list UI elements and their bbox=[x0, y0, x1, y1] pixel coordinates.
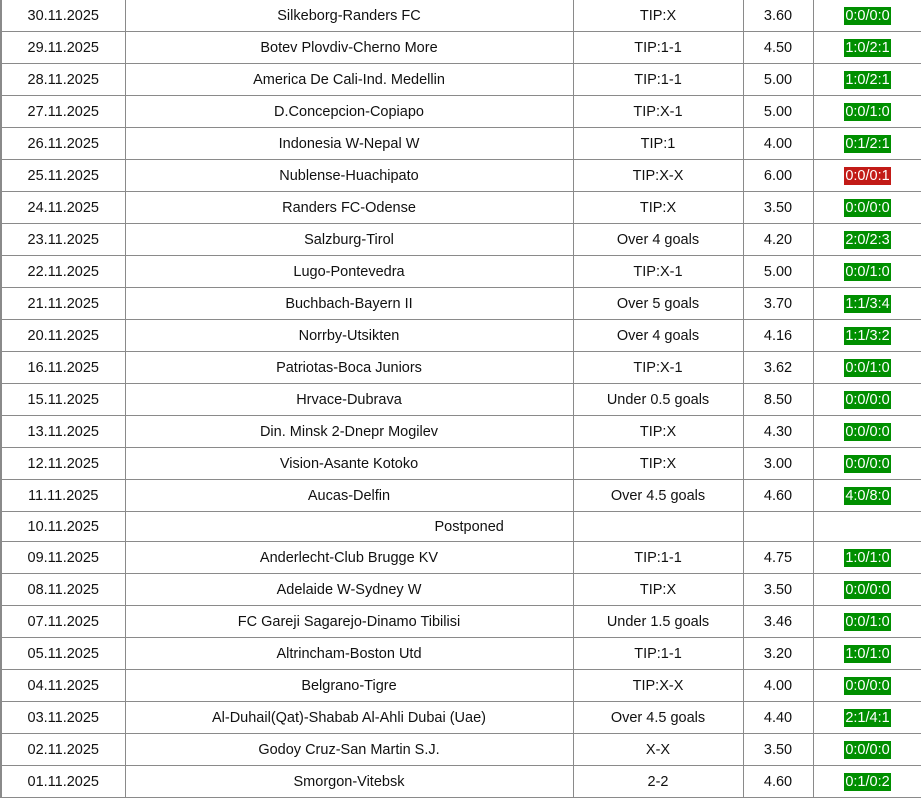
tip-cell: TIP:1-1 bbox=[573, 64, 743, 96]
date-cell: 01.11.2025 bbox=[1, 766, 125, 798]
result-cell bbox=[813, 574, 921, 606]
result-cell bbox=[813, 480, 921, 512]
table-row bbox=[1, 766, 921, 798]
table-row bbox=[1, 416, 921, 448]
table-row bbox=[1, 128, 921, 160]
result-badge-win: 1:1/3:4 bbox=[845, 295, 890, 312]
date-cell: 24.11.2025 bbox=[1, 192, 125, 224]
date-cell: 26.11.2025 bbox=[1, 128, 125, 160]
tip-cell: Over 4 goals bbox=[573, 224, 743, 256]
tip-cell: TIP:X-1 bbox=[573, 256, 743, 288]
result-cell bbox=[813, 638, 921, 670]
table-row bbox=[1, 574, 921, 606]
tip-cell: Under 0.5 goals bbox=[573, 384, 743, 416]
date-cell: 25.11.2025 bbox=[1, 160, 125, 192]
table-row bbox=[1, 480, 921, 512]
result-cell bbox=[813, 224, 921, 256]
result-badge-win: 0:1/0:2 bbox=[845, 773, 890, 790]
match-cell: Aucas-Delfin bbox=[125, 480, 573, 512]
tip-cell: Over 4 goals bbox=[573, 320, 743, 352]
table-row bbox=[1, 32, 921, 64]
result-cell bbox=[813, 288, 921, 320]
date-cell: 13.11.2025 bbox=[1, 416, 125, 448]
result-cell bbox=[813, 96, 921, 128]
match-cell: Belgrano-Tigre bbox=[125, 670, 573, 702]
match-cell: Hrvace-Dubrava bbox=[125, 384, 573, 416]
result-cell bbox=[813, 192, 921, 224]
odds-cell: 8.50 bbox=[743, 384, 813, 416]
tip-cell: Over 5 goals bbox=[573, 288, 743, 320]
match-cell: Norrby-Utsikten bbox=[125, 320, 573, 352]
result-cell bbox=[813, 0, 921, 32]
date-cell: 02.11.2025 bbox=[1, 734, 125, 766]
match-cell: Altrincham-Boston Utd bbox=[125, 638, 573, 670]
date-cell: 15.11.2025 bbox=[1, 384, 125, 416]
odds-cell: 3.46 bbox=[743, 606, 813, 638]
tip-cell: TIP:X-1 bbox=[573, 96, 743, 128]
table-row bbox=[1, 670, 921, 702]
result-cell bbox=[813, 384, 921, 416]
match-cell: Al-Duhail(Qat)-Shabab Al-Ahli Dubai (Uae) bbox=[125, 702, 573, 734]
result-badge-win: 0:0/0:0 bbox=[845, 455, 890, 472]
table-row bbox=[1, 384, 921, 416]
odds-cell: 4.60 bbox=[743, 480, 813, 512]
results-table-body bbox=[1, 0, 921, 798]
odds-cell: 3.50 bbox=[743, 734, 813, 766]
result-cell bbox=[813, 352, 921, 384]
result-cell bbox=[813, 416, 921, 448]
date-cell: 21.11.2025 bbox=[1, 288, 125, 320]
result-badge-loss: 0:0/0:1 bbox=[845, 167, 890, 184]
odds-cell: 4.16 bbox=[743, 320, 813, 352]
result-badge-win: 0:0/0:0 bbox=[845, 581, 890, 598]
tip-cell: TIP:X bbox=[573, 192, 743, 224]
match-cell: FC Gareji Sagarejo-Dinamo Tibilisi bbox=[125, 606, 573, 638]
table-row bbox=[1, 702, 921, 734]
date-cell: 29.11.2025 bbox=[1, 32, 125, 64]
date-cell: 04.11.2025 bbox=[1, 670, 125, 702]
result-cell bbox=[813, 766, 921, 798]
date-cell: 22.11.2025 bbox=[1, 256, 125, 288]
match-cell: Lugo-Pontevedra bbox=[125, 256, 573, 288]
odds-cell: 4.40 bbox=[743, 702, 813, 734]
result-cell bbox=[813, 64, 921, 96]
result-badge-win: 2:0/2:3 bbox=[845, 231, 890, 248]
match-cell: Silkeborg-Randers FC bbox=[125, 0, 573, 32]
result-cell bbox=[813, 448, 921, 480]
tip-cell: 2-2 bbox=[573, 766, 743, 798]
table-row bbox=[1, 448, 921, 480]
tip-cell: Over 4.5 goals bbox=[573, 480, 743, 512]
tip-cell: TIP:1-1 bbox=[573, 32, 743, 64]
tip-cell: Over 4.5 goals bbox=[573, 702, 743, 734]
date-cell: 08.11.2025 bbox=[1, 574, 125, 606]
result-cell bbox=[813, 542, 921, 574]
tip-cell: TIP:X-1 bbox=[573, 352, 743, 384]
match-cell: Din. Minsk 2-Dnepr Mogilev bbox=[125, 416, 573, 448]
odds-cell: 3.00 bbox=[743, 448, 813, 480]
table-row bbox=[1, 606, 921, 638]
result-badge-win: 1:0/1:0 bbox=[845, 645, 890, 662]
table-row bbox=[1, 320, 921, 352]
match-cell: Adelaide W-Sydney W bbox=[125, 574, 573, 606]
table-row bbox=[1, 64, 921, 96]
result-badge-win: 2:1/4:1 bbox=[845, 709, 890, 726]
odds-cell bbox=[743, 512, 813, 542]
result-cell bbox=[813, 160, 921, 192]
match-cell: Godoy Cruz-San Martin S.J. bbox=[125, 734, 573, 766]
match-cell: Smorgon-Vitebsk bbox=[125, 766, 573, 798]
match-cell: Nublense-Huachipato bbox=[125, 160, 573, 192]
match-cell: D.Concepcion-Copiapo bbox=[125, 96, 573, 128]
odds-cell: 4.00 bbox=[743, 128, 813, 160]
table-row bbox=[1, 256, 921, 288]
tip-cell bbox=[573, 512, 743, 542]
table-row bbox=[1, 192, 921, 224]
match-cell: Vision-Asante Kotoko bbox=[125, 448, 573, 480]
result-cell bbox=[813, 320, 921, 352]
result-cell bbox=[813, 128, 921, 160]
match-cell: Indonesia W-Nepal W bbox=[125, 128, 573, 160]
match-cell: Postponed bbox=[125, 512, 573, 542]
date-cell: 20.11.2025 bbox=[1, 320, 125, 352]
odds-cell: 3.20 bbox=[743, 638, 813, 670]
result-badge-win: 4:0/8:0 bbox=[845, 487, 890, 504]
table-row bbox=[1, 288, 921, 320]
result-badge-win: 0:0/0:0 bbox=[845, 677, 890, 694]
odds-cell: 4.20 bbox=[743, 224, 813, 256]
tip-cell: TIP:1-1 bbox=[573, 638, 743, 670]
tip-cell: TIP:1-1 bbox=[573, 542, 743, 574]
date-cell: 27.11.2025 bbox=[1, 96, 125, 128]
date-cell: 28.11.2025 bbox=[1, 64, 125, 96]
result-cell bbox=[813, 670, 921, 702]
odds-cell: 5.00 bbox=[743, 64, 813, 96]
odds-cell: 4.75 bbox=[743, 542, 813, 574]
result-badge-win: 0:0/0:0 bbox=[845, 391, 890, 408]
date-cell: 16.11.2025 bbox=[1, 352, 125, 384]
odds-cell: 4.50 bbox=[743, 32, 813, 64]
odds-cell: 3.50 bbox=[743, 574, 813, 606]
match-cell: Patriotas-Boca Juniors bbox=[125, 352, 573, 384]
result-badge-win: 0:0/0:0 bbox=[845, 741, 890, 758]
result-badge-win: 1:0/1:0 bbox=[845, 549, 890, 566]
date-cell: 12.11.2025 bbox=[1, 448, 125, 480]
tip-cell: Under 1.5 goals bbox=[573, 606, 743, 638]
result-cell bbox=[813, 734, 921, 766]
table-row bbox=[1, 0, 921, 32]
result-badge-win: 1:0/2:1 bbox=[845, 39, 890, 56]
result-badge-win: 0:0/0:0 bbox=[845, 7, 890, 24]
date-cell: 07.11.2025 bbox=[1, 606, 125, 638]
result-badge-win: 0:0/1:0 bbox=[845, 103, 890, 120]
table-row bbox=[1, 96, 921, 128]
tip-cell: X-X bbox=[573, 734, 743, 766]
match-cell: America De Cali-Ind. Medellin bbox=[125, 64, 573, 96]
match-cell: Botev Plovdiv-Cherno More bbox=[125, 32, 573, 64]
odds-cell: 6.00 bbox=[743, 160, 813, 192]
odds-cell: 5.00 bbox=[743, 96, 813, 128]
table-row bbox=[1, 352, 921, 384]
result-badge-win: 0:1/2:1 bbox=[845, 135, 890, 152]
table-row bbox=[1, 734, 921, 766]
odds-cell: 3.50 bbox=[743, 192, 813, 224]
result-cell bbox=[813, 256, 921, 288]
match-cell: Anderlecht-Club Brugge KV bbox=[125, 542, 573, 574]
result-badge-win: 0:0/0:0 bbox=[845, 423, 890, 440]
date-cell: 10.11.2025 bbox=[1, 512, 125, 542]
date-cell: 05.11.2025 bbox=[1, 638, 125, 670]
match-cell: Salzburg-Tirol bbox=[125, 224, 573, 256]
odds-cell: 5.00 bbox=[743, 256, 813, 288]
table-row bbox=[1, 512, 921, 542]
result-badge-win: 0:0/1:0 bbox=[845, 263, 890, 280]
tip-cell: TIP:X bbox=[573, 416, 743, 448]
result-badge-win: 0:0/1:0 bbox=[845, 359, 890, 376]
result-badge-win: 1:1/3:2 bbox=[845, 327, 890, 344]
match-cell: Buchbach-Bayern II bbox=[125, 288, 573, 320]
date-cell: 03.11.2025 bbox=[1, 702, 125, 734]
odds-cell: 4.00 bbox=[743, 670, 813, 702]
match-cell: Randers FC-Odense bbox=[125, 192, 573, 224]
result-cell bbox=[813, 702, 921, 734]
result-badge-win: 0:0/0:0 bbox=[845, 199, 890, 216]
tip-cell: TIP:X-X bbox=[573, 160, 743, 192]
tip-cell: TIP:X bbox=[573, 448, 743, 480]
date-cell: 09.11.2025 bbox=[1, 542, 125, 574]
table-row bbox=[1, 542, 921, 574]
odds-cell: 3.62 bbox=[743, 352, 813, 384]
table-row bbox=[1, 638, 921, 670]
date-cell: 30.11.2025 bbox=[1, 0, 125, 32]
odds-cell: 4.30 bbox=[743, 416, 813, 448]
date-cell: 11.11.2025 bbox=[1, 480, 125, 512]
odds-cell: 3.60 bbox=[743, 0, 813, 32]
result-cell bbox=[813, 512, 921, 542]
result-cell bbox=[813, 32, 921, 64]
result-cell bbox=[813, 606, 921, 638]
date-cell: 23.11.2025 bbox=[1, 224, 125, 256]
result-badge-win: 1:0/2:1 bbox=[845, 71, 890, 88]
tip-cell: TIP:X bbox=[573, 0, 743, 32]
tip-cell: TIP:X bbox=[573, 574, 743, 606]
odds-cell: 3.70 bbox=[743, 288, 813, 320]
tip-cell: TIP:1 bbox=[573, 128, 743, 160]
table-row bbox=[1, 224, 921, 256]
odds-cell: 4.60 bbox=[743, 766, 813, 798]
result-badge-win: 0:0/1:0 bbox=[845, 613, 890, 630]
tip-cell: TIP:X-X bbox=[573, 670, 743, 702]
table-row bbox=[1, 160, 921, 192]
